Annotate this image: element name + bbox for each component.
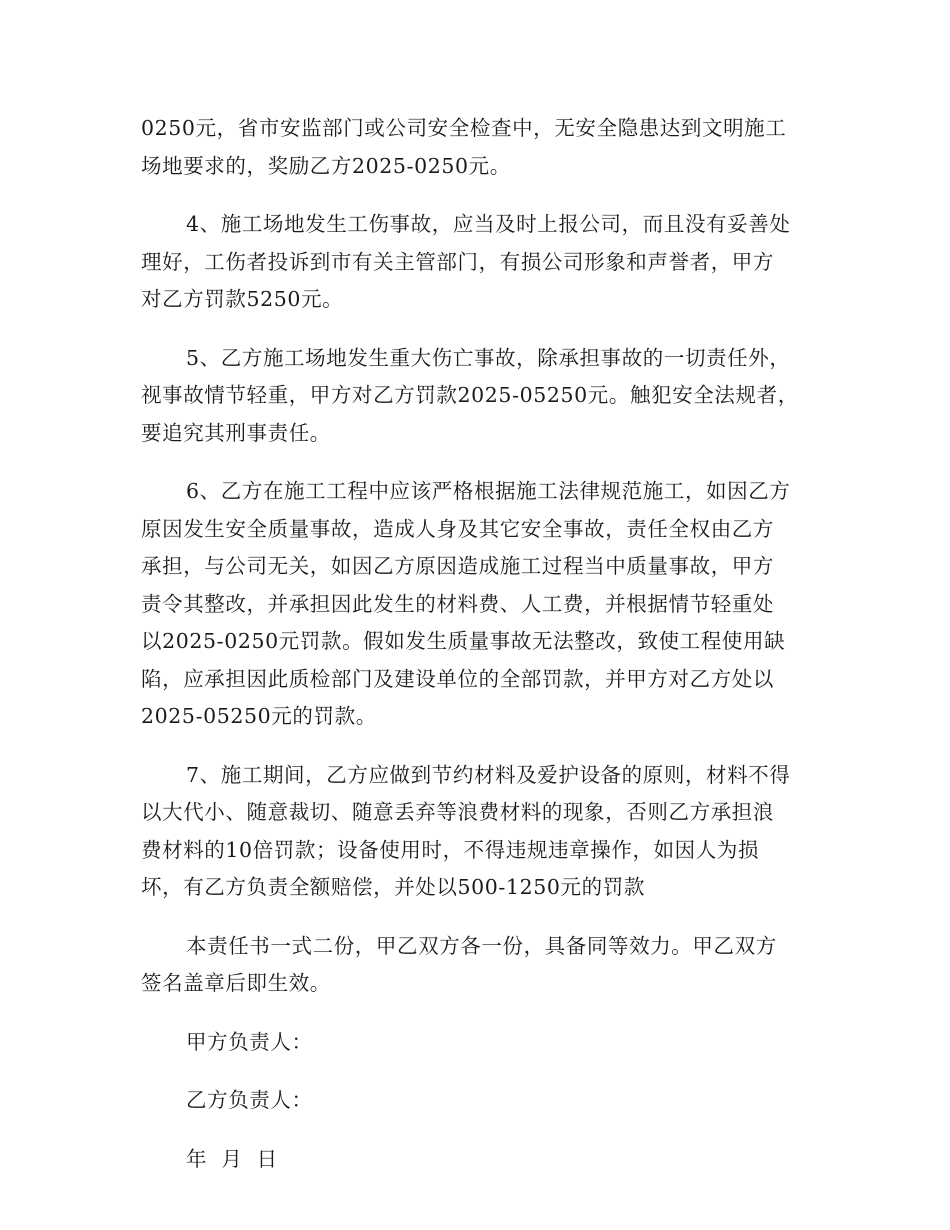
document-page [141,110,811,1199]
text-line: 坏，有乙方负责全额赔偿，并处以500-1250元的罚款 [141,875,645,899]
party-a-signature-label: 甲方负责人： [186,1029,313,1054]
text-line: 6、乙方在施工工程中应该严格根据施工法律规范施工，如因乙方 [186,479,791,503]
text-line: 2025-05250元的罚款。 [141,704,377,728]
text-line: 本责任书一式二份，甲乙双方各一份，具备同等效力。甲乙双方 [186,933,777,958]
paragraph-validity [141,928,811,1003]
text-line: 理好，工伤者投诉到市有关主管部门，有损公司形象和声誉者，甲方 [141,249,774,274]
text-line: 以2025-0250元罚款。假如发生质量事故无法整改，致使工程使用缺 [141,629,786,653]
paragraph-clause-4 [141,206,811,319]
text-line: 费材料的10倍罚款；设备使用时，不得违规违章操作，如因人为损 [141,837,760,862]
party-b-signature-label: 乙方负责人： [186,1088,313,1112]
paragraph-clause-7 [141,757,811,907]
text-line: 5、乙方施工场地发生重大伤亡事故，除承担事故的一切责任外， [186,345,791,370]
text-line: 7、施工期间，乙方应做到节约材料及爱护设备的原则，材料不得 [186,762,791,787]
text-line: 承担，与公司无关，如因乙方原因造成施工过程当中质量事故，甲方 [141,554,774,578]
signature-date-label: 年 月 日 [186,1146,278,1171]
text-line: 原因发生安全质量事故，造成人身及其它安全事故，责任全权由乙方 [141,516,774,541]
paragraph-reward-continuation [141,110,811,185]
text-line: 视事故情节轻重，甲方对乙方罚款2025-05250元。触犯安全法规者， [141,383,799,407]
paragraph-clause-6 [141,473,811,736]
text-line: 场地要求的，奖励乙方2025-0250元。 [141,153,511,178]
text-line: 签名盖章后即生效。 [141,971,331,995]
paragraph-clause-5 [141,340,811,453]
text-line: 陷，应承担因此质检部门及建设单位的全部罚款，并甲方对乙方处以 [141,666,774,691]
text-line: 4、施工场地发生工伤事故，应当及时上报公司，而且没有妥善处 [186,212,791,236]
text-line: 0250元，省市安监部门或公司安全检查中，无安全隐患达到文明施工 [141,116,787,140]
text-line: 以大代小、随意裁切、随意丢弃等浪费材料的现象，否则乙方承担浪 [141,800,774,824]
text-line: 责令其整改，并承担因此发生的材料费、人工费，并根据情节轻重处 [141,591,774,616]
text-line: 要追究其刑事责任。 [141,420,331,445]
text-line: 对乙方罚款5250元。 [141,287,344,311]
